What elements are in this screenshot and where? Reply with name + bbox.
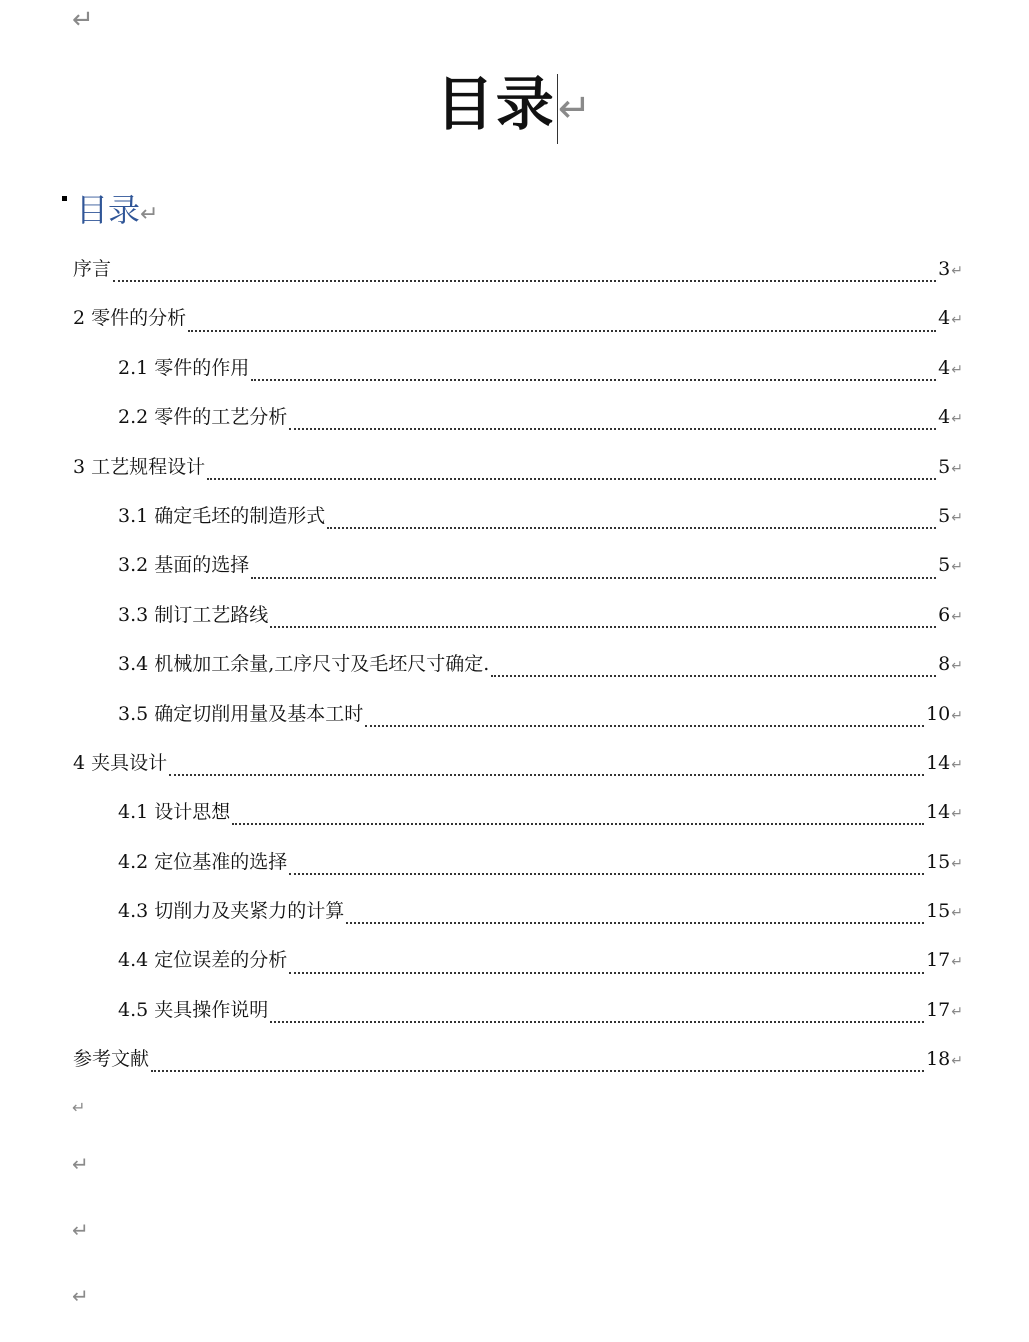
toc-entry-paragraph-mark: ↵ bbox=[951, 1003, 963, 1020]
toc-dot-leader bbox=[232, 822, 924, 825]
toc-entry-paragraph-mark: ↵ bbox=[951, 954, 963, 971]
toc-entry-paragraph-mark: ↵ bbox=[951, 608, 963, 625]
toc-entry[interactable] bbox=[73, 250, 963, 299]
toc-entry[interactable] bbox=[73, 497, 963, 546]
toc-entry-paragraph-mark: ↵ bbox=[951, 411, 963, 428]
toc-entry-text: 4.5 夹具操作说明 bbox=[118, 998, 269, 1021]
toc-dot-leader bbox=[270, 1020, 924, 1023]
toc-entry-paragraph-mark: ↵ bbox=[951, 707, 963, 724]
toc-entry-paragraph-mark: ↵ bbox=[951, 756, 963, 773]
toc-dot-leader bbox=[151, 1069, 924, 1072]
toc-entry-text: 3.1 确定毛坯的制造形式 bbox=[118, 504, 326, 527]
toc-entry-paragraph-mark: ↵ bbox=[951, 806, 963, 823]
toc-dot-leader bbox=[270, 625, 936, 628]
toc-entry[interactable] bbox=[73, 398, 963, 447]
toc-entry-text: 2 零件的分析 bbox=[73, 307, 187, 330]
toc-entry[interactable] bbox=[73, 546, 963, 595]
toc-dot-leader bbox=[289, 872, 924, 875]
toc-entry-page-number: 6 bbox=[938, 603, 951, 626]
toc-heading-text[interactable]: 目录 bbox=[76, 191, 141, 229]
toc-entry-page-number: 5 bbox=[938, 504, 951, 527]
toc-dot-leader bbox=[113, 279, 936, 282]
toc-entry-page-number: 10 bbox=[926, 702, 951, 725]
toc-heading-paragraph-mark: ↵ bbox=[140, 202, 159, 227]
toc-dot-leader bbox=[289, 427, 936, 430]
toc-entry-text: 4 夹具设计 bbox=[73, 751, 168, 774]
title-paragraph-mark: ↵ bbox=[557, 86, 594, 132]
toc-heading bbox=[76, 186, 158, 239]
empty-paragraph-mark: ↵ bbox=[72, 1152, 89, 1176]
toc-entry-page-number: 14 bbox=[926, 751, 951, 774]
toc-entry-page-number: 4 bbox=[938, 307, 951, 330]
toc-entry-paragraph-mark: ↵ bbox=[951, 905, 963, 922]
toc-entry-page-number: 8 bbox=[938, 653, 951, 676]
toc-entry-paragraph-mark: ↵ bbox=[951, 263, 963, 279]
toc-entry[interactable] bbox=[73, 1040, 963, 1089]
toc-dot-leader bbox=[289, 971, 924, 974]
toc-entry-text: 4.4 定位误差的分析 bbox=[118, 949, 288, 972]
toc-entry-text: 3.5 确定切削用量及基本工时 bbox=[118, 702, 364, 725]
toc-entry[interactable] bbox=[73, 448, 963, 497]
toc-dot-leader bbox=[365, 724, 924, 727]
toc-entry[interactable] bbox=[73, 744, 963, 793]
toc-entry-page-number: 14 bbox=[926, 801, 951, 824]
toc-entry-page-number: 15 bbox=[926, 850, 951, 873]
toc-dot-leader bbox=[207, 477, 936, 480]
toc-dot-leader bbox=[251, 378, 936, 381]
table-of-contents bbox=[73, 250, 963, 1090]
toc-entry-paragraph-mark: ↵ bbox=[951, 658, 963, 675]
toc-entry-page-number: 18 bbox=[926, 1048, 951, 1071]
toc-entry[interactable] bbox=[73, 843, 963, 892]
toc-entry-text: 2.1 零件的作用 bbox=[118, 356, 250, 379]
document-title-line bbox=[0, 64, 1029, 149]
toc-entry-page-number: 4 bbox=[938, 356, 951, 379]
toc-entry-text: 3 工艺规程设计 bbox=[73, 455, 206, 478]
toc-entry-page-number: 15 bbox=[926, 900, 951, 923]
toc-entry-paragraph-mark: ↵ bbox=[951, 1053, 963, 1070]
empty-paragraph-mark: ↵ bbox=[72, 1218, 89, 1242]
toc-entry-paragraph-mark: ↵ bbox=[951, 312, 963, 329]
toc-entry-text: 序言 bbox=[73, 258, 112, 280]
toc-entry-page-number: 5 bbox=[938, 455, 951, 478]
heading-bullet-marker bbox=[62, 196, 67, 201]
toc-entry[interactable] bbox=[73, 991, 963, 1040]
toc-dot-leader bbox=[346, 921, 924, 924]
toc-entry-paragraph-mark: ↵ bbox=[951, 509, 963, 526]
toc-entry-paragraph-mark: ↵ bbox=[951, 855, 963, 872]
toc-entry-text: 3.2 基面的选择 bbox=[118, 554, 250, 577]
toc-entry[interactable] bbox=[73, 596, 963, 645]
toc-entry-text: 4.1 设计思想 bbox=[118, 801, 231, 824]
toc-entry-page-number: 3 bbox=[938, 258, 951, 280]
toc-entry-text: 2.2 零件的工艺分析 bbox=[118, 406, 288, 429]
toc-entry-page-number: 17 bbox=[926, 998, 951, 1021]
document-title[interactable]: 目录 bbox=[435, 70, 556, 138]
toc-entry[interactable] bbox=[73, 695, 963, 744]
toc-entry[interactable] bbox=[73, 892, 963, 941]
toc-entry-text: 4.2 定位基准的选择 bbox=[118, 850, 288, 873]
toc-entry-page-number: 5 bbox=[938, 554, 951, 577]
toc-dot-leader bbox=[188, 329, 936, 332]
toc-dot-leader bbox=[251, 576, 936, 579]
toc-entry-text: 4.3 切削力及夹紧力的计算 bbox=[118, 900, 345, 923]
toc-entry[interactable] bbox=[73, 941, 963, 990]
toc-entry-page-number: 4 bbox=[938, 406, 951, 429]
toc-entry-text: 参考文献 bbox=[73, 1048, 150, 1071]
toc-entry-paragraph-mark: ↵ bbox=[951, 361, 963, 378]
toc-dot-leader bbox=[491, 674, 936, 677]
toc-entry[interactable] bbox=[73, 793, 963, 842]
empty-paragraph-mark: ↵ bbox=[72, 1098, 86, 1117]
toc-entry-page-number: 17 bbox=[926, 949, 951, 972]
toc-entry-paragraph-mark: ↵ bbox=[951, 559, 963, 576]
toc-entry-text: 3.3 制订工艺路线 bbox=[118, 603, 269, 626]
toc-entry[interactable] bbox=[73, 645, 963, 694]
top-paragraph-mark: ↵ bbox=[72, 5, 94, 35]
toc-entry[interactable] bbox=[73, 299, 963, 348]
toc-dot-leader bbox=[169, 773, 924, 776]
toc-dot-leader bbox=[327, 526, 936, 529]
empty-paragraph-mark: ↵ bbox=[72, 1284, 89, 1308]
toc-entry-text: 3.4 机械加工余量,工序尺寸及毛坯尺寸确定. bbox=[118, 653, 490, 676]
toc-entry-paragraph-mark: ↵ bbox=[951, 460, 963, 477]
toc-entry[interactable] bbox=[73, 349, 963, 398]
